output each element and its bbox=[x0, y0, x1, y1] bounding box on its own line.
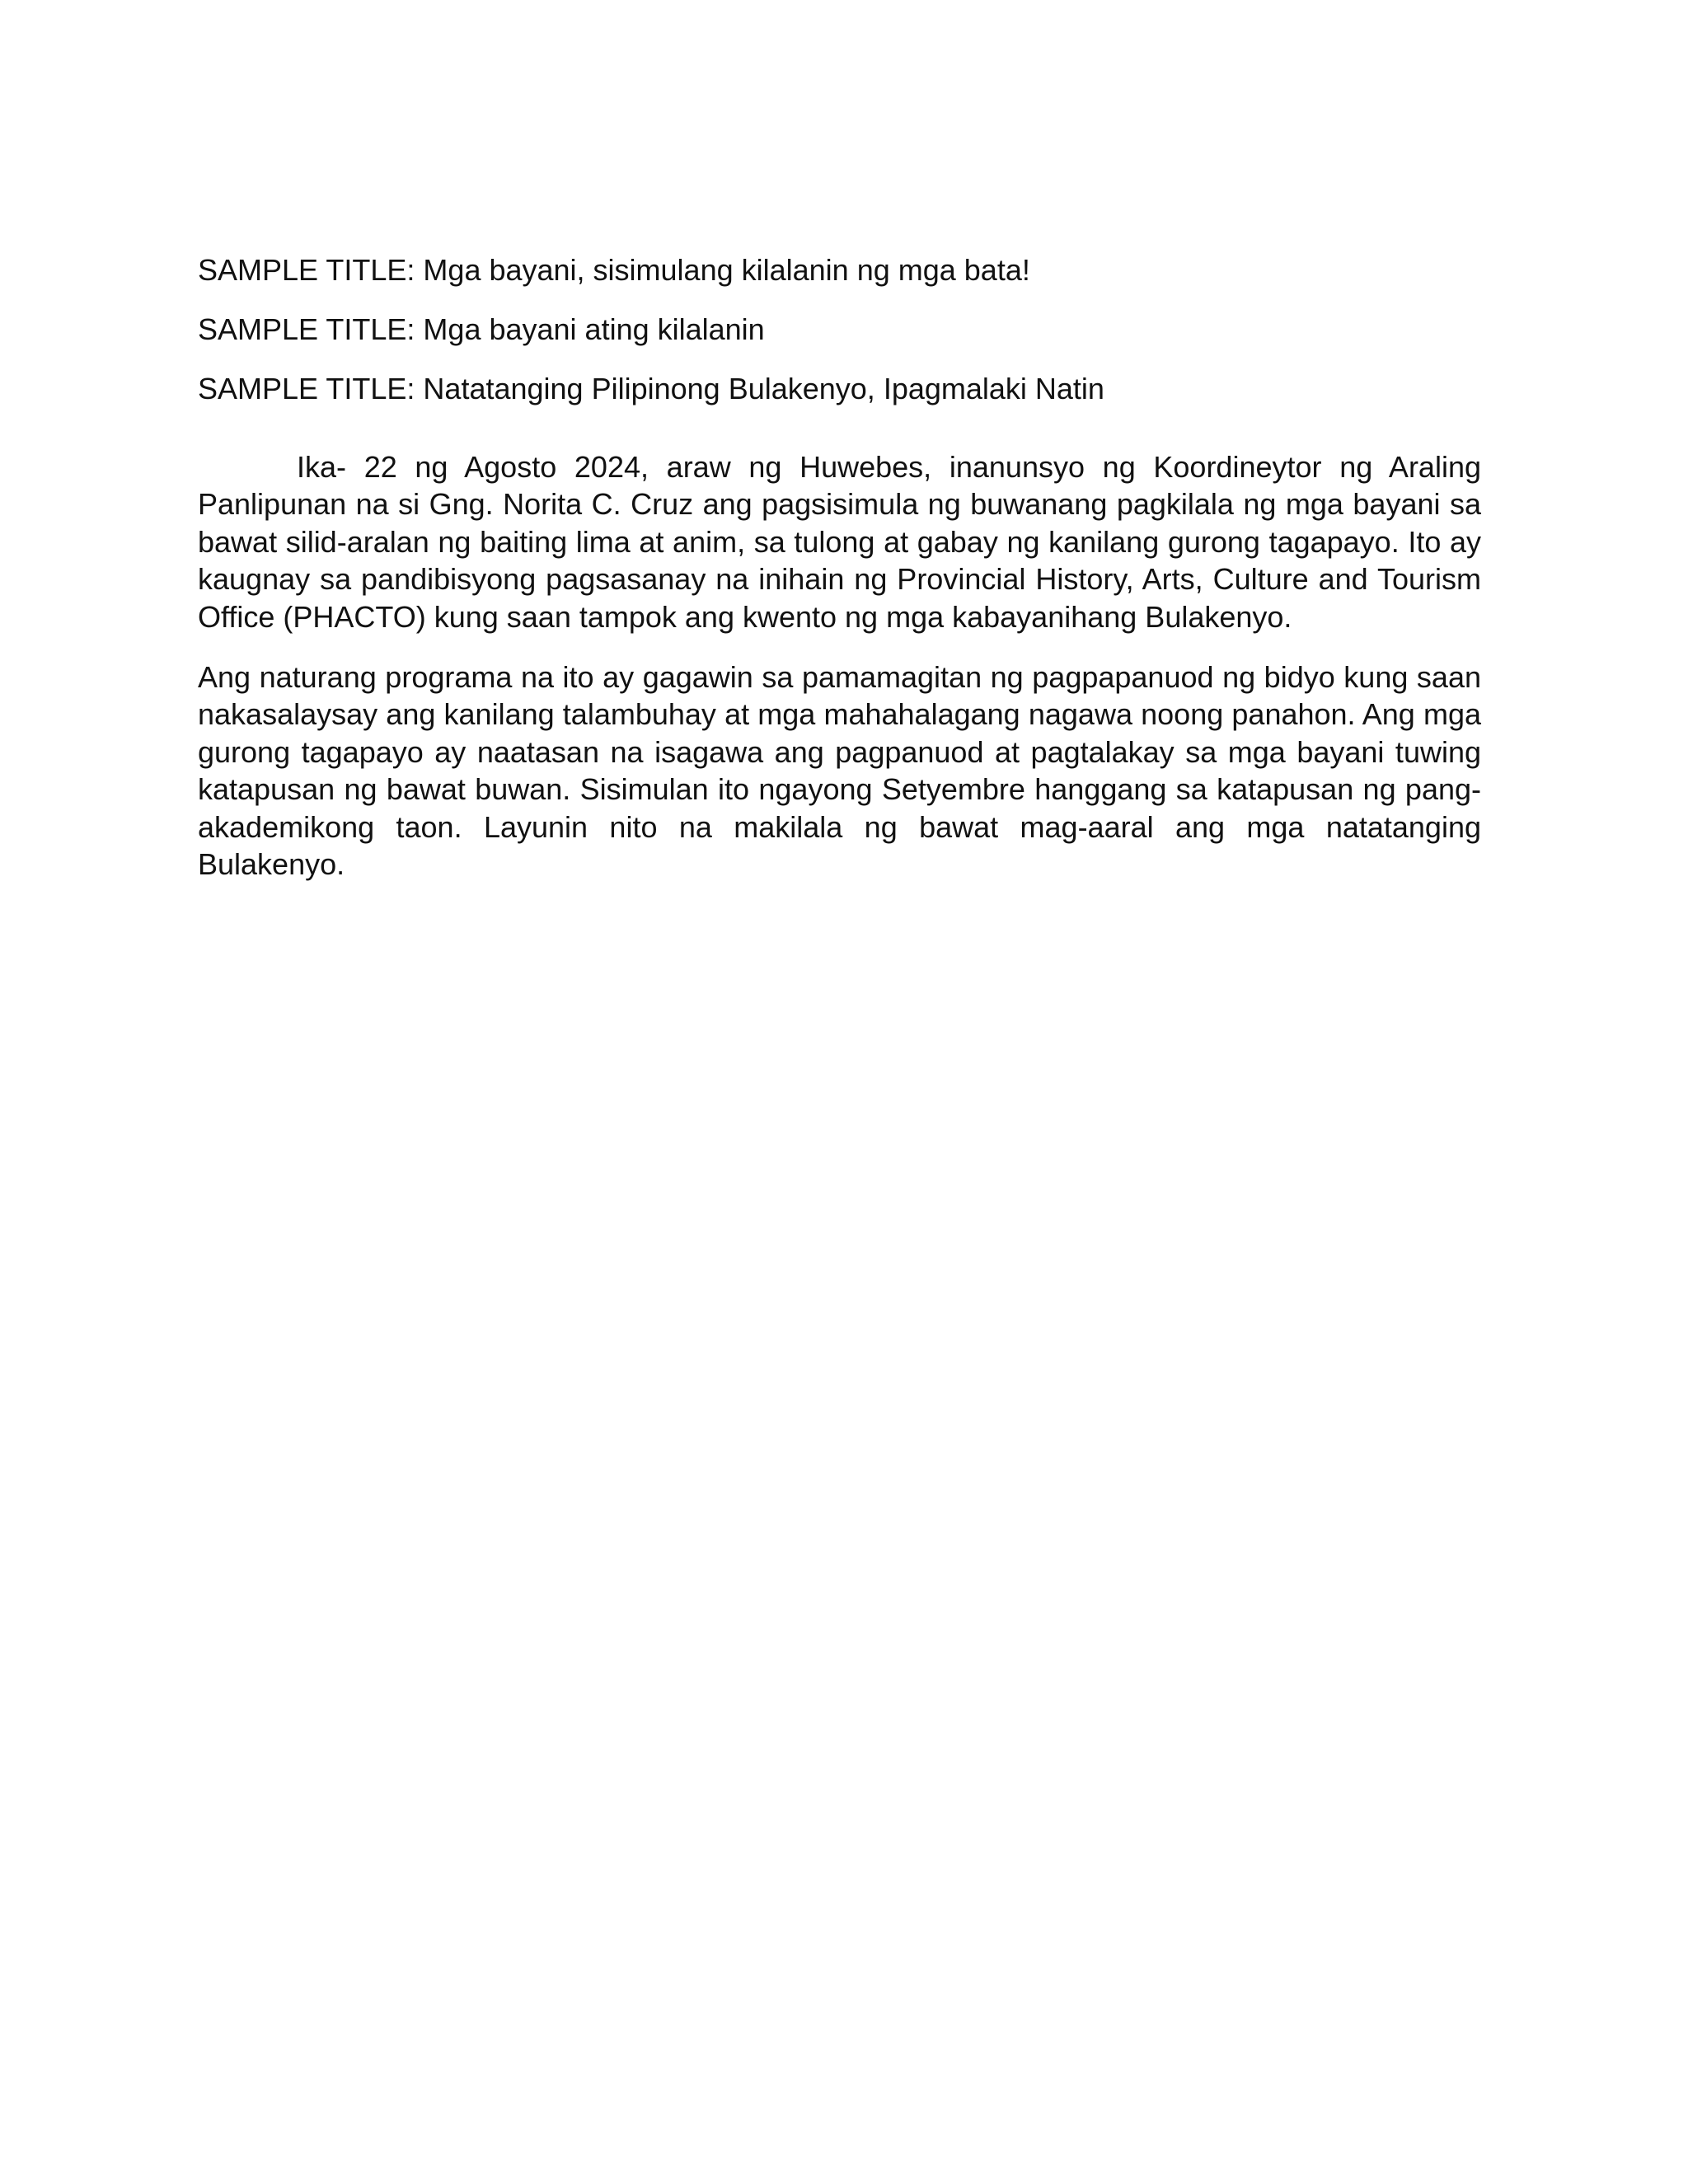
sample-title-3: SAMPLE TITLE: Natatanging Pilipinong Bulakenyo, Ipagmalaki Natin bbox=[198, 372, 1104, 405]
sample-title-2: SAMPLE TITLE: Mga bayani ating kilalanin bbox=[198, 312, 765, 346]
sample-titles bbox=[198, 252, 1481, 407]
sample-title-1: SAMPLE TITLE: Mga bayani, sisimulang kilalanin ng mga bata! bbox=[198, 253, 1030, 287]
paragraph-2: Ang naturang programa na ito ay gagawin sa pamamagitan ng pagpapanuod ng bidyo kung saan nakasalaysay ang kanilang talambuhay at mga mahahalagang nagawa noong panahon. Ang mga gurong tagapayo ay naatasan na isagawa ang pagpanuod at pagtalakay sa mga bayani tuwing katapusan ng bawat buwan. Sisimulan ito ngayong Setyembre hanggang sa katapusan ng pang-akademikong taon. Layunin nito na makilala ng bawat mag-aaral ang mga natatanging Bulakenyo. bbox=[198, 660, 1481, 882]
paragraph-1: Ika- 22 ng Agosto 2024, araw ng Huwebes, inanunsyo ng Koordineytor ng Araling Panlipunan na si Gng. Norita C. Cruz ang pagsisimula ng buwanang pagkilala ng mga bayani sa bawat silid-aralan ng baiting lima at anim, sa tulong at gabay ng kanilang gurong tagapayo. Ito ay kaugnay sa pandibisyong pagsasanay na inihain ng Provincial History, Arts, Culture and Tourism Office (PHACTO) kung saan tampok ang kwento ng mga kabayanihang Bulakenyo. bbox=[198, 450, 1481, 634]
document-page bbox=[198, 252, 1481, 906]
article-body bbox=[198, 448, 1481, 883]
